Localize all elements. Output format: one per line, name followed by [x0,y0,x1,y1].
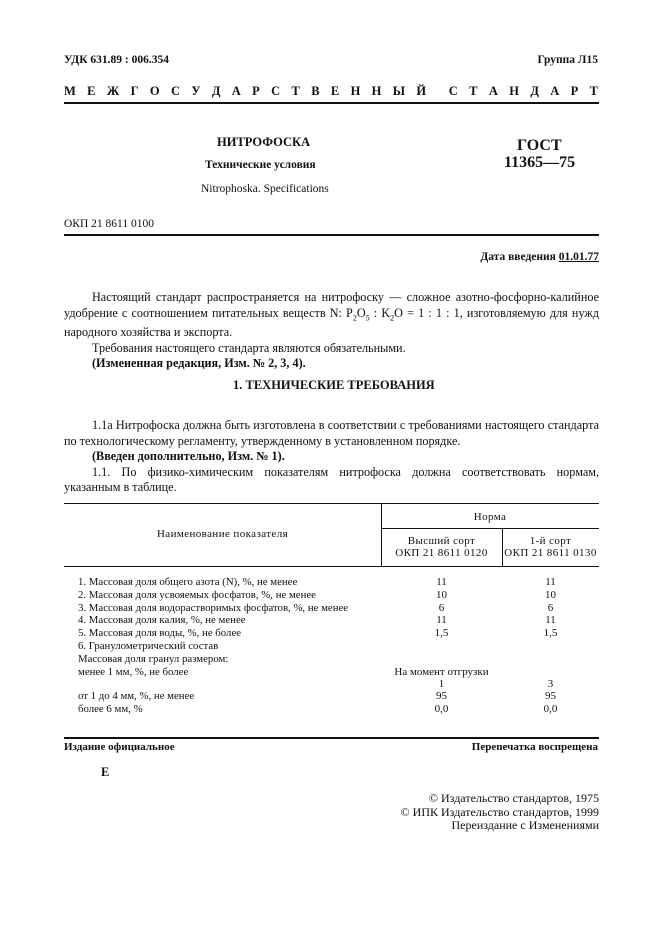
amendment-note-1: (Введен дополнительно, Изм. № 1). [92,449,285,463]
banner-letter: Ы [392,84,406,98]
banner-letter: Т [469,84,478,98]
value-grade1: На момент отгрузки [394,666,489,678]
banner-letter: Д [530,84,539,98]
column-header-grade1-okp: ОКП 21 8611 0120 [395,547,488,559]
copyright-1975: © Издательство стандартов, 1975 [428,791,599,805]
banner-letter: Н [371,84,382,98]
banner-letter: Р [570,84,579,98]
gost-label: ГОСТ [517,137,562,154]
banner-letter: Р [252,84,260,98]
column-header-grade2: 1-й сорт [529,535,572,547]
header-divider [64,102,599,104]
banner-letter: Т [291,84,300,98]
value-grade2: 0,0 [543,703,558,715]
clause-1-1a: 1.1а Нитрофоска должна быть изготовлена в соответствии с требованиями настоящего стандарта по технологическому регламенту, утвержденному в установленном порядке. [64,418,599,448]
value-grade2: 95 [545,690,556,702]
value-grade2: 6 [547,602,554,614]
reissue-note: Переиздание с Изменениями [451,818,599,832]
banner-letter: А [488,84,498,98]
value-grade1: 10 [436,589,447,601]
banner-letter: Г [130,84,139,98]
column-header-name: Наименование показателя [156,528,289,540]
amendment-note: (Измененная редакция, Изм. № 2, 3, 4). [92,356,306,371]
clause-1-1: 1.1. По физико-химическим показателям нитрофоска должна соответствовать нормам, указанным в таблице. [64,464,599,494]
column-header-grade1: Высший сорт [407,535,476,547]
banner-letter: Е [87,84,96,98]
section-heading: 1. ТЕХНИЧЕСКИЕ ТРЕБОВАНИЯ [233,378,435,392]
copyright-1999: © ИПК Издательство стандартов, 1999 [400,804,599,819]
title-divider [64,234,599,236]
introduction-date-label: Дата введения [480,251,556,263]
udk-code: УДК 631.89 : 006.354 [64,54,169,66]
standard-banner [64,84,598,99]
banner-letter: С [448,84,458,98]
banner-letter: Ж [106,84,120,98]
row-label: 4. Массовая доля калия, %, не менее [78,614,246,626]
table-header-rule [64,566,599,567]
value-grade1: 1,5 [434,627,449,639]
banner-letter: А [550,84,560,98]
banner-letter: М [64,84,76,98]
value-grade1: 1 [438,678,445,690]
edition-letter: Е [101,765,110,779]
banner-letter: Д [211,84,221,98]
banner-letter: Й [416,84,427,98]
value-grade1: 6 [438,602,445,614]
row-label: 5. Массовая доля воды, %, не более [78,627,242,639]
document-subtitle: Технические условия [205,159,316,171]
row-label: Массовая доля гранул размером: [78,653,229,665]
row-label: 3. Массовая доля водорастворимых фосфатов, %, не менее [78,602,349,614]
reprint-prohibited: Перепечатка воспрещена [471,741,598,753]
official-edition: Издание официальное [64,741,175,753]
banner-letter: Т [589,84,598,98]
value-grade1: 11 [436,576,447,588]
banner-letter: С [271,84,281,98]
row-label: от 1 до 4 мм, %, не менее [78,690,195,702]
row-label: 6. Гранулометрический состав [78,640,219,652]
row-label: 2. Массовая доля усвояемых фосфатов, %, не менее [78,589,316,601]
banner-letter: О [149,84,160,98]
table-norm-rule [381,528,599,529]
column-header-norm: Норма [473,511,507,523]
table-top-rule [64,503,599,504]
value-grade1: 0,0 [434,703,449,715]
intro-section [64,290,599,372]
mandatory-note: Требования настоящего стандарта являются обязательными. [92,340,406,355]
column-header-grade2-okp: ОКП 21 8611 0130 [504,547,597,559]
row-label: 1. Массовая доля общего азота (N), %, не менее [78,576,298,588]
okp-code: ОКП 21 8611 0100 [64,218,154,230]
banner-letter: В [311,84,320,98]
value-grade2: 1,5 [543,627,558,639]
banner-letter: С [170,84,180,98]
copyright-block [401,792,599,833]
english-title: Nitrophoska. Specifications [201,183,329,195]
document-title: НИТРОФОСКА [217,135,311,149]
section1-body [64,418,599,496]
value-grade2: 11 [545,614,556,626]
intro-paragraph: Настоящий стандарт распространяется на нитрофоску — сложное азотно-фосфорно-калийное удобрение с соотношением питательных веществ N: $P_2O_5$ : $K_2O = 1$ : 1 : 1, изготовляемую для нужд народного хозяйства и экспорта. [64,290,600,340]
row-label: более 6 мм, % [78,703,143,715]
value-grade2: 11 [545,576,556,588]
value-grade1: 95 [436,690,447,702]
footer-divider [64,737,599,739]
gost-number: 11365—75 [504,154,576,171]
row-label: менее 1 мм, %, не более [78,666,189,678]
introduction-date [480,251,599,263]
banner-letter: Н [350,84,361,98]
banner-letter: У [191,84,201,98]
introduction-date-value: 01.01.77 [558,251,599,263]
banner-letter: А [231,84,241,98]
value-grade1: 11 [436,614,447,626]
banner-letter: Е [330,84,340,98]
group-code: Группа Л15 [537,54,598,66]
value-grade2: 10 [545,589,556,601]
value-grade2: 3 [547,678,554,690]
banner-letter: Н [509,84,519,98]
